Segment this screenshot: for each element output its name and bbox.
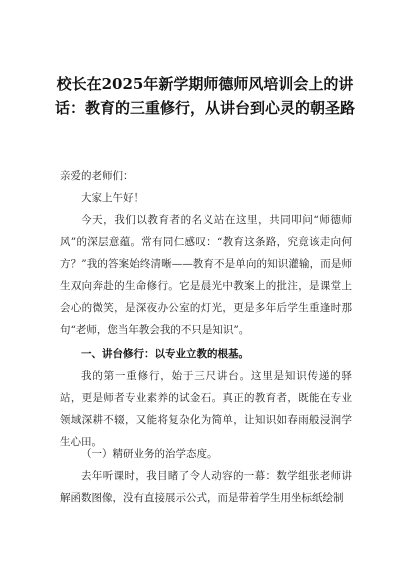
subsection-heading: （一）精研业务的治学态度。 [81, 448, 218, 460]
body-paragraph: 我的第一重修行，始于三尺讲台。这里是知识传递的驿站，更是师者专业素养的试金石。真正的教育者，既能在专业领域深耕不辍，又能将复杂化为简单，让知识如春雨般浸润学生心田。 [60, 370, 352, 448]
salutation: 亲爱的老师们： [60, 170, 134, 182]
section-heading: 一、讲台修行：以专业立教的根基。 [81, 348, 249, 360]
body-paragraph: 去年听课时，我目睹了令人动容的一幕：数学组张老师讲解函数图像，没有直接展示公式，而是带着学生用坐标纸绘制 [60, 470, 352, 504]
greeting: 大家上午好！ [81, 192, 144, 204]
document-title: 校长在2025年新学期师德师风培训会上的讲话：教育的三重修行，从讲台到心灵的朝圣路 [54, 75, 355, 117]
body-paragraph: 今天，我们以教育者的名义站在这里，共同叩问“师德师风”的深层意蕴。常有同仁感叹：“教育这条路，究竟该走向何方？”我的答案始终清晰——教育不是单向的知识灌输，而是师生双向奔赴的生命修行。它是晨光中教案上的批注，是课堂上会心的微笑，是深夜办公室的灯光，更是多年后学生重逢时那句“老师，您当年教会我的不只是知识”。 [60, 214, 352, 336]
